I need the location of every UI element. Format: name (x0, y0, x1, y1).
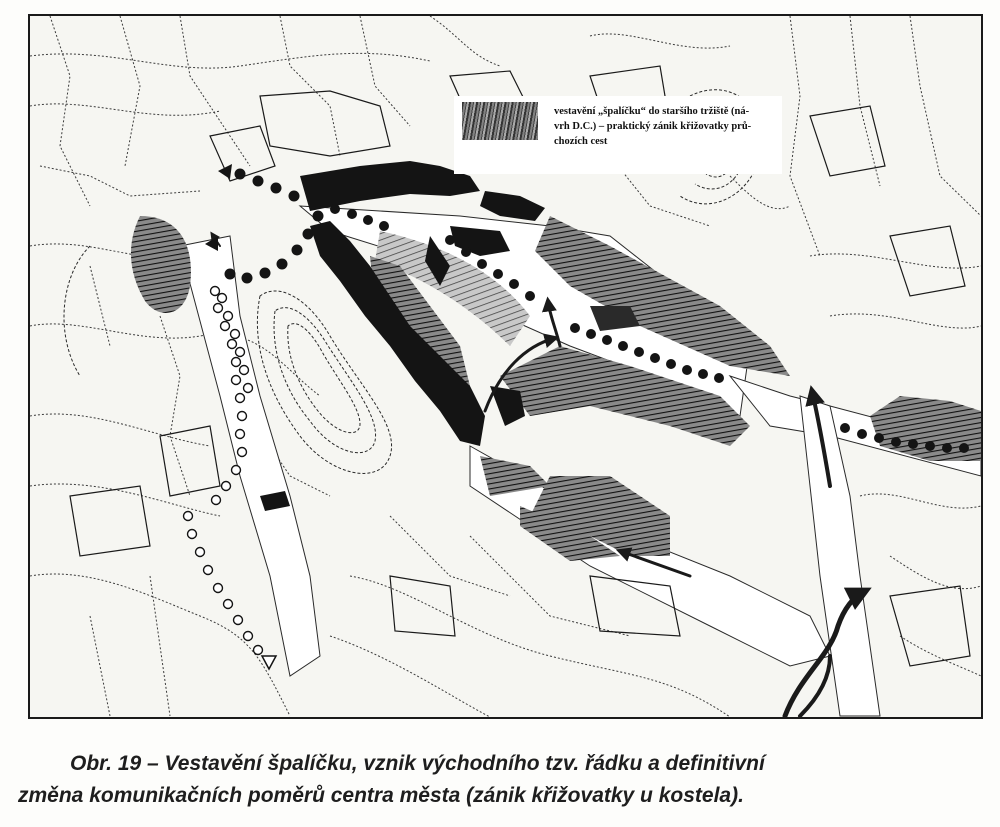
caption-line-2: změna komunikačních poměrů centra města (zánik křižovatky u kostela). (18, 784, 744, 807)
map-frame (28, 14, 983, 719)
caption-line-1: Obr. 19 – Vestavění špalíčku, vznik východního tzv. řádku a definitivní (70, 752, 765, 775)
legend-swatch-hatched (462, 102, 538, 140)
figure-caption (18, 748, 986, 812)
map-legend (454, 96, 782, 174)
west-road (180, 236, 320, 676)
legend-text: vestavění „špalíčku“ do staršího tržiště (ná- vrh D.C.) – praktický zánik křižovatky prů- chozích cest (554, 106, 752, 148)
